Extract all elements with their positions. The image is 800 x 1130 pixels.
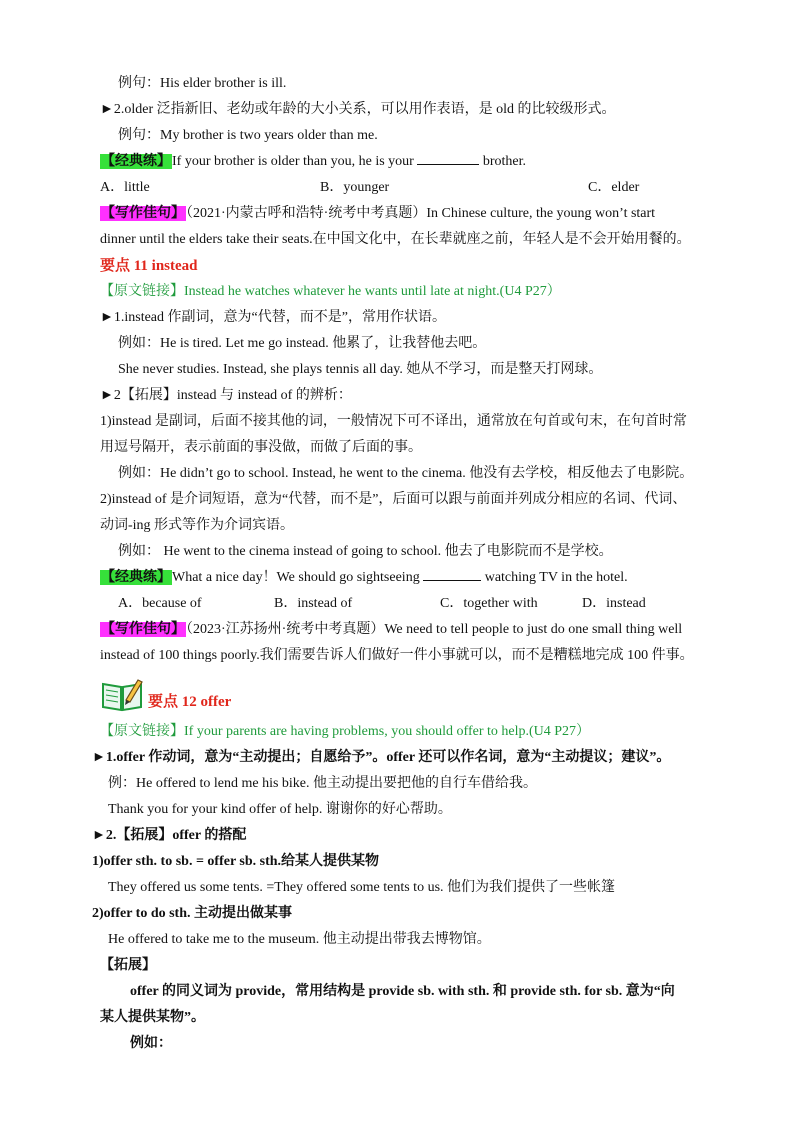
point-line: ►1.instead 作副词，意为“代替，而不是”，常用作状语。 (100, 310, 446, 325)
subpoint-line: 1)offer sth. to sb. = offer sb. sth.给某人提供某物 (92, 854, 380, 869)
option-a: A．little (100, 180, 150, 195)
example-line: 例如：He is tired. Let me go instead. 他累了，让我替他去吧。 (118, 336, 487, 351)
answer-blank (417, 150, 479, 165)
options-row (118, 592, 678, 616)
answer-blank (423, 566, 481, 581)
example-line: 例句：My brother is two years older than me. (118, 128, 378, 143)
book-pencil-icon (100, 676, 144, 712)
paragraph-line: 某人提供某物”。 (100, 1010, 205, 1025)
source-link: 【原文链接】If your parents are having problems, you should offer to help.(U4 P27） (100, 724, 591, 739)
writing-tag: 【写作佳句】 (101, 622, 185, 637)
point-text: 泛指新旧、老幼或年龄的大小关系，可以用作表语，是 old 的比较级形式。 (156, 102, 616, 117)
writing-line (100, 202, 710, 226)
point-line: ►2【拓展】instead 与 instead of 的辨析： (100, 388, 352, 403)
point-line (100, 98, 710, 122)
point-line: ►1.offer 作动词，意为“主动提出；自愿给予”。offer 还可以作名词，意为“主动提议；建议”。 (92, 750, 671, 765)
exercise-question: What a nice day！We should go sightseeing (172, 570, 420, 585)
paragraph-line: 动词-ing 形式等作为介词宾语。 (100, 518, 295, 533)
option-b: B．instead of (274, 596, 353, 611)
options-row (100, 176, 710, 200)
paragraph-line: 2)instead of 是介词短语，意为“代替，而不是”，后面可以跟与前面并列成分相应的名词、代词、 (100, 492, 687, 507)
point-label: ►2.older (100, 102, 154, 117)
point-line: ►2.【拓展】offer 的搭配 (92, 828, 247, 843)
writing-line-2: instead of 100 things poorly.我们需要告诉人们做好一件小事就可以，而不是糟糕地完成 100 件事。 (100, 648, 694, 663)
source-link: 【原文链接】Instead he watches whatever he wants until late at night.(U4 P27） (100, 284, 561, 299)
exercise-question: If your brother is older than you, he is your (172, 154, 414, 169)
example-line: 例如： (130, 1036, 172, 1051)
example-line: 例句：His elder brother is ill. (118, 76, 287, 91)
example-line: 例如：He didn’t go to school. Instead, he went to the cinema. 他没有去学校，相反他去了电影院。 (118, 466, 694, 481)
option-d: D．instead (582, 596, 646, 611)
option-c: C．elder (588, 180, 640, 195)
example-line: He offered to take me to the museum. 他主动提出带我去博物馆。 (108, 932, 491, 947)
option-c: C．together with (440, 596, 538, 611)
writing-text: （2023·江苏扬州·统考中考真题）We need to tell people to just do one small thing well (186, 622, 683, 637)
exercise-question-end: watching TV in the hotel. (484, 570, 628, 585)
section-heading-11: 要点 11 instead (100, 258, 198, 274)
extension-heading: 【拓展】 (100, 958, 156, 973)
paragraph-line: 1)instead 是副词，后面不接其他的词，一般情况下可不译出，通常放在句首或句末，在句首时常 (100, 414, 687, 429)
exercise-question-end: brother. (482, 154, 526, 169)
example-line: She never studies. Instead, she plays tennis all day. 她从不学习，而是整天打网球。 (118, 362, 603, 377)
option-a: A．because of (118, 596, 202, 611)
example-line: Thank you for your kind offer of help. 谢谢你的好心帮助。 (108, 802, 452, 817)
writing-line (100, 618, 710, 642)
example-line: 例：He offered to lend me his bike. 他主动提出要把他的自行车借给我。 (108, 776, 538, 791)
subpoint-line: 2)offer to do sth. 主动提出做某事 (92, 906, 293, 921)
example-line: They offered us some tents. =They offered some tents to us. 他们为我们提供了一些帐篷 (108, 880, 616, 895)
exercise-line (100, 566, 710, 590)
paragraph-line: 用逗号隔开，表示前面的事没做，而做了后面的事。 (100, 440, 422, 455)
writing-line-2: dinner until the elders take their seats.在中国文化中，在长辈就座之前，年轻人是不会开始用餐的。 (100, 232, 691, 247)
example-line: 例如： He went to the cinema instead of going to school. 他去了电影院而不是学校。 (118, 544, 613, 559)
option-b: B．younger (320, 180, 390, 195)
exercise-tag: 【经典练】 (101, 570, 171, 585)
paragraph-line: offer 的同义词为 provide，常用结构是 provide sb. with sth. 和 provide sth. for sb. 意为“向 (130, 984, 675, 999)
exercise-line (100, 150, 710, 174)
writing-tag: 【写作佳句】 (101, 206, 185, 221)
exercise-tag: 【经典练】 (101, 154, 171, 169)
writing-text: （2021·内蒙古呼和浩特·统考中考真题）In Chinese culture, the young won’t start (186, 206, 656, 221)
section-heading-12: 要点 12 offer (148, 694, 232, 710)
